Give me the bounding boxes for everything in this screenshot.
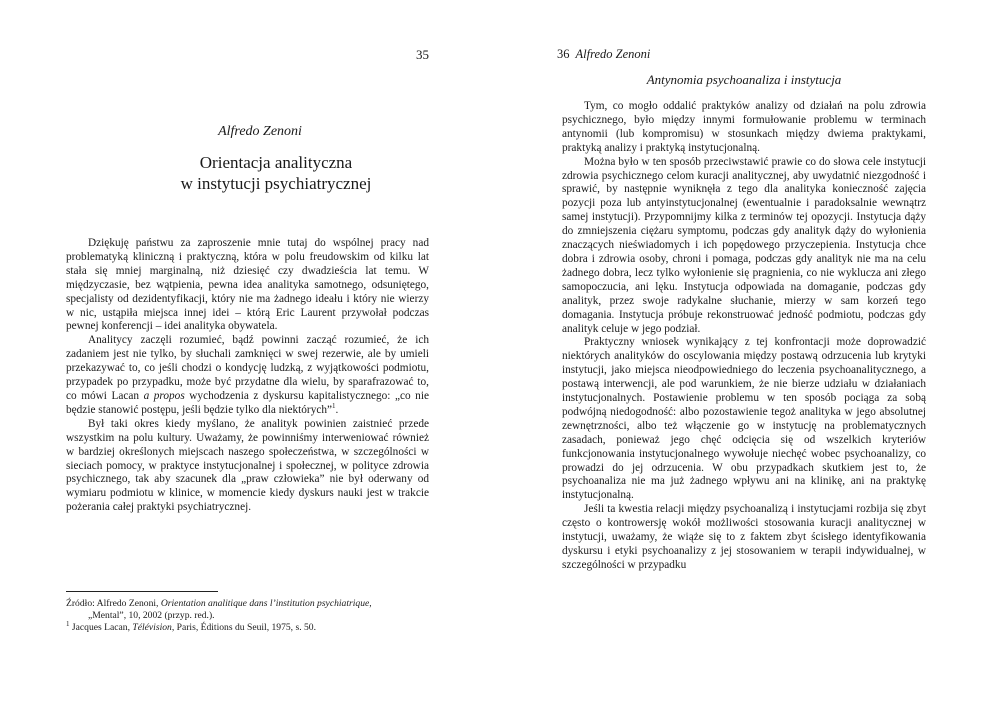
- article-author: Alfredo Zenoni: [218, 124, 302, 139]
- paragraph-text: .: [335, 403, 339, 416]
- paragraph: Można było w ten sposób przeciwstawić prawie co do słowa cele instytucji zdrowia psychicznego celom kuracji analitycznej, aby uwydatnić niezgodność i sprawić, by następnie wyniknęła z tego dla analityka konieczność zajęcia pozycji poza lub antyinstytucjonalnej (ewentualnie i paradoksalnie wewnątrz samej instytucji). Przypomnijmy kilka z terminów tej opozycji. Instytucja dąży do zmniejszenia ciężaru symptomu, podczas gdy analityk dąży do wyłonienia znaczących nieświadomych i ich popędowego przyczepienia. Instytucja chce dobra i zdrowia osoby, chroni i pomaga, podczas gdy analityk nie ma na celu żadnego dobra, lecz tylko wyłonienie się pragnienia, co nie wyklucza ani złego samopoczucia, ani lęku. Instytucja odpowiada na domaganie, podczas gdy analityk, przez swoje radykalne słuchanie, mierzy w sam korzeń tego domagania. Instytucja próbuje rekonstruować jedność podmiotu, podczas gdy analityk celuje w jego podział.: [562, 155, 926, 335]
- right-body-text: [562, 100, 926, 573]
- paragraph: [66, 334, 429, 417]
- paragraph: Praktyczny wniosek wynikający z tej konfrontacji może doprowadzić niektórych analityków do oscylowania między postawą odrzucenia lub krytyki instytucji, jako miejsca nieodpowiedniego do leczenia psychoanalitycznego, a postawą interwencji, ale pod warunkiem, że nie bierze udziału w działaniach instytucjonalnych. Postawienie problemu w ten sposób pociąga za sobą podwójną niedogodność: albo pozostawienie tegoż analityka w jego absolutnej zewnętrzności, albo też włączenie go w instytucję na problematycznych zasadach, ponieważ jego chęć odcięcia się od wszelkich kryteriów funkcjonowania instytucjonalnego wywołuje niechęć wobec psychoanalizy, co prowadzi do jej odrzucenia. W obu przypadkach skutkiem jest to, że psychoanaliza nie ma już żadnego wpływu ani na klinikę, ani na praktykę instytucjonalną.: [562, 336, 926, 502]
- footnotes: [66, 598, 429, 633]
- paragraph-text: wychodzenia z dyskursu kapitalistycznego: „co nie będzie stanowić postępu, jeśli będzie tylko dla niektórych”: [66, 389, 429, 416]
- left-body-text: [66, 237, 429, 515]
- article-title-line-2: w instytucji psychiatrycznej: [180, 174, 372, 193]
- article-title: [66, 152, 486, 194]
- footnote-text: Jacques Lacan,: [71, 621, 130, 633]
- paragraph-text: Analitycy zaczęli rozumieć, bądź powinni zacząć rozumieć, że ich zadaniem jest nie tylko, by słuchali zamknięci w swej rezerwie, ale by umieli przekazywać to, co jeśli chodzi o kondycję ludzką, z wyjątkowości podmiotu, przypadek po przypadku, może być przydatne dla wielu, by sparafrazować to, co mówi Lacan: [66, 334, 429, 402]
- footnote-divider: [66, 591, 218, 592]
- footnote-1: [66, 619, 429, 634]
- running-head: [557, 47, 650, 62]
- footnote-text: Źródło: Alfredo Zenoni,: [66, 598, 159, 609]
- footnote-ref: 1: [332, 402, 336, 411]
- article-title-line-1: Orientacja analityczna: [199, 153, 353, 172]
- paragraph: Tym, co mogło oddalić praktyków analizy od działań na polu zdrowia psychicznego, było między innymi formułowanie problemu w terminach antynomii (lub kompromisu) w stosunkach między dwiema praktykami, praktyką analizy i praktyką instytucjonalną.: [562, 100, 926, 154]
- paragraph: Był taki okres kiedy myślano, że analityk powinien zaistnieć przede wszystkim na polu kultury. Uważamy, że powinniśmy interweniować również w bardziej określonych miejscach naszego społeczeństwa, w szczególności w sieciach pomocy, w praktyce instytucjonalnej i społecznej, w polityce zdrowia psychicznego, tak aby szacunek dla „praw człowieka” nie był oderwany od wymiaru podmiotu w klinice, w momencie kiedy dyskurs nauki jest w trakcie pożerania całej praktyki psychiatrycznej.: [66, 417, 429, 514]
- footnote-source-line2: „Mental”, 10, 2002 (przyp. red.).: [88, 609, 215, 621]
- footnote-title: Télévision: [132, 621, 172, 633]
- section-heading: Antynomia psychoanaliza i instytucja: [646, 72, 842, 87]
- footnote-text: , Paris, Éditions du Seuil, 1975, s. 50.: [171, 621, 317, 633]
- running-author: Alfredo Zenoni: [575, 47, 651, 61]
- italic-phrase: a propos: [143, 389, 185, 402]
- footnote-source: [66, 598, 429, 610]
- footnote-text: ,: [369, 598, 372, 609]
- footnote-mark: 1: [66, 619, 70, 628]
- paragraph: Jeśli ta kwestia relacji między psychoanalizą i instytucjami rozbija się zbyt często o kontrowersję wokół możliwości stosowania kuracji analitycznej w instytucji, uważamy, że wiąże się to z faktem zbyt ścisłego identyfikowania dyskursu i etyki psychoanalizy z jej stosowaniem w terapii indywidualnej, w szczególności w przypadku: [562, 503, 926, 571]
- footnote-title: Orientation analitique dans l’institution psychiatrique: [160, 598, 370, 609]
- paragraph: Dziękuję państwu za zaproszenie mnie tutaj do wspólnej pracy nad problematyką kliniczną i praktyczną, która w polu freudowskim od kilku lat stała się mniej marginalną, niż dziesięć czy dwadzieścia lat temu. W międzyczasie, bez wątpienia, pewna idea analityka samotnego, odsuniętego, specjalisty od dezidentyfikacji, który nie ma żadnego ideału i który nie wierzy w nic, ustąpiła miejsca innej idei – którą Eric Laurent przywołał podczas pewnej konferencji – idei analityka obywatela.: [66, 237, 429, 333]
- page-number: 36: [557, 47, 570, 61]
- page-number: 35: [416, 47, 429, 62]
